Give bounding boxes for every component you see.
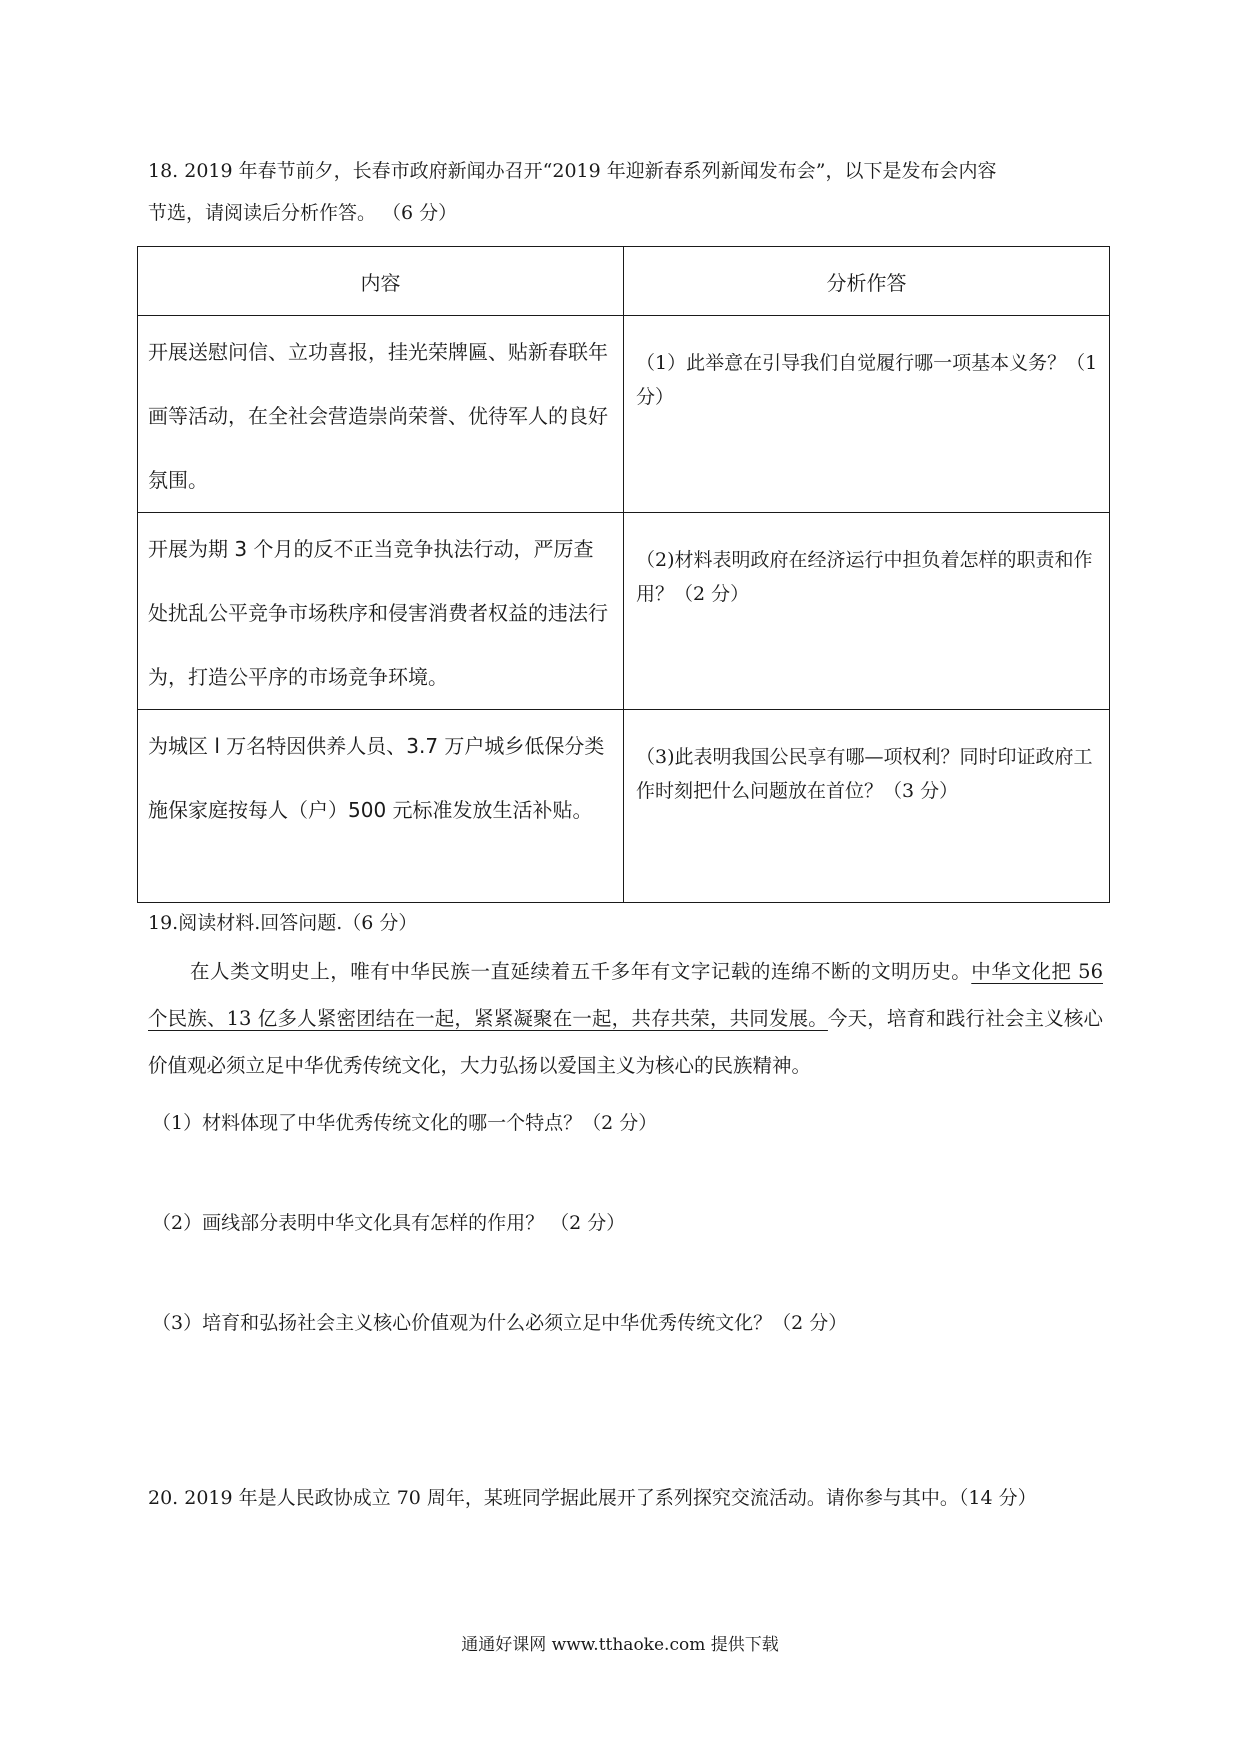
question-19-material [148, 948, 1103, 1089]
question-19-heading: 19.阅读材料.回答问题.（6 分） [148, 912, 418, 934]
row-content: 开展送慰问信、立功喜报，挂光荣牌匾、贴新春联年画等活动，在全社会营造崇尚荣誉、优待军人的良好氛围。 [138, 316, 624, 513]
row-content: 开展为期 3 个月的反不正当竞争执法行动，严厉查处扰乱公平竞争市场秩序和侵害消费者权益的违法行为，打造公平序的市场竞争环境。 [138, 513, 624, 710]
row-content: 为城区 l 万名特因供养人员、3.7 万户城乡低保分类施保家庭按每人（户）500 元标准发放生活补贴。 [138, 710, 624, 903]
material-sentence: 在人类文明史上，唯有中华民族一直延续着五千多年有文字记载的连绵不断的文明历史。 [190, 960, 972, 983]
table-row [138, 710, 1110, 903]
question-19-sub1: （1）材料体现了中华优秀传统文化的哪一个特点？（2 分） [152, 1112, 658, 1134]
page-footer: 通通好课网 www.tthaoke.com 提供下载 [461, 1635, 779, 1655]
press-release-table [137, 246, 1110, 903]
header-content: 内容 [138, 247, 624, 316]
question-18-stem [148, 150, 1104, 234]
material-sentence: 今天，培育和践行社会主义核心价值观必须立足中华优秀传统文化，大力弘扬以爱国主义为核心的民族精神。 [148, 1007, 1103, 1077]
question-18-stem-line1: 18. 2019 年春节前夕，长春市政府新闻办召开“2019 年迎新春系列新闻发布会”，以下是发布会内容 [148, 160, 997, 182]
row-question: （2)材料表明政府在经济运行中担负着怎样的职责和作用？（2 分） [624, 513, 1110, 710]
table-row [138, 316, 1110, 513]
underlined-sentence: 中华文化把 56 个民族、13 亿多人紧密团结在一起，紧紧凝聚在一起，共存共荣，共同发展。 [148, 960, 1103, 1030]
question-19-sub3: （3）培育和弘扬社会主义核心价值观为什么必须立足中华优秀传统文化？（2 分） [152, 1312, 848, 1334]
table-row [138, 513, 1110, 710]
question-19-sub2: （2）画线部分表明中华文化具有怎样的作用？ （2 分） [152, 1212, 626, 1234]
row-question: （3)此表明我国公民享有哪—项权利？同时印证政府工作时刻把什么问题放在首位？（3 分） [624, 710, 1110, 903]
question-20-stem: 20. 2019 年是人民政协成立 70 周年，某班同学据此展开了系列探究交流活动。请你参与其中。（14 分） [148, 1487, 1037, 1509]
question-18-stem-line2: 节选，请阅读后分析作答。 （6 分） [148, 202, 458, 224]
row-question: （1）此举意在引导我们自觉履行哪一项基本义务？（1 分） [624, 316, 1110, 513]
table-header-row [138, 247, 1110, 316]
header-answer: 分析作答 [624, 247, 1110, 316]
